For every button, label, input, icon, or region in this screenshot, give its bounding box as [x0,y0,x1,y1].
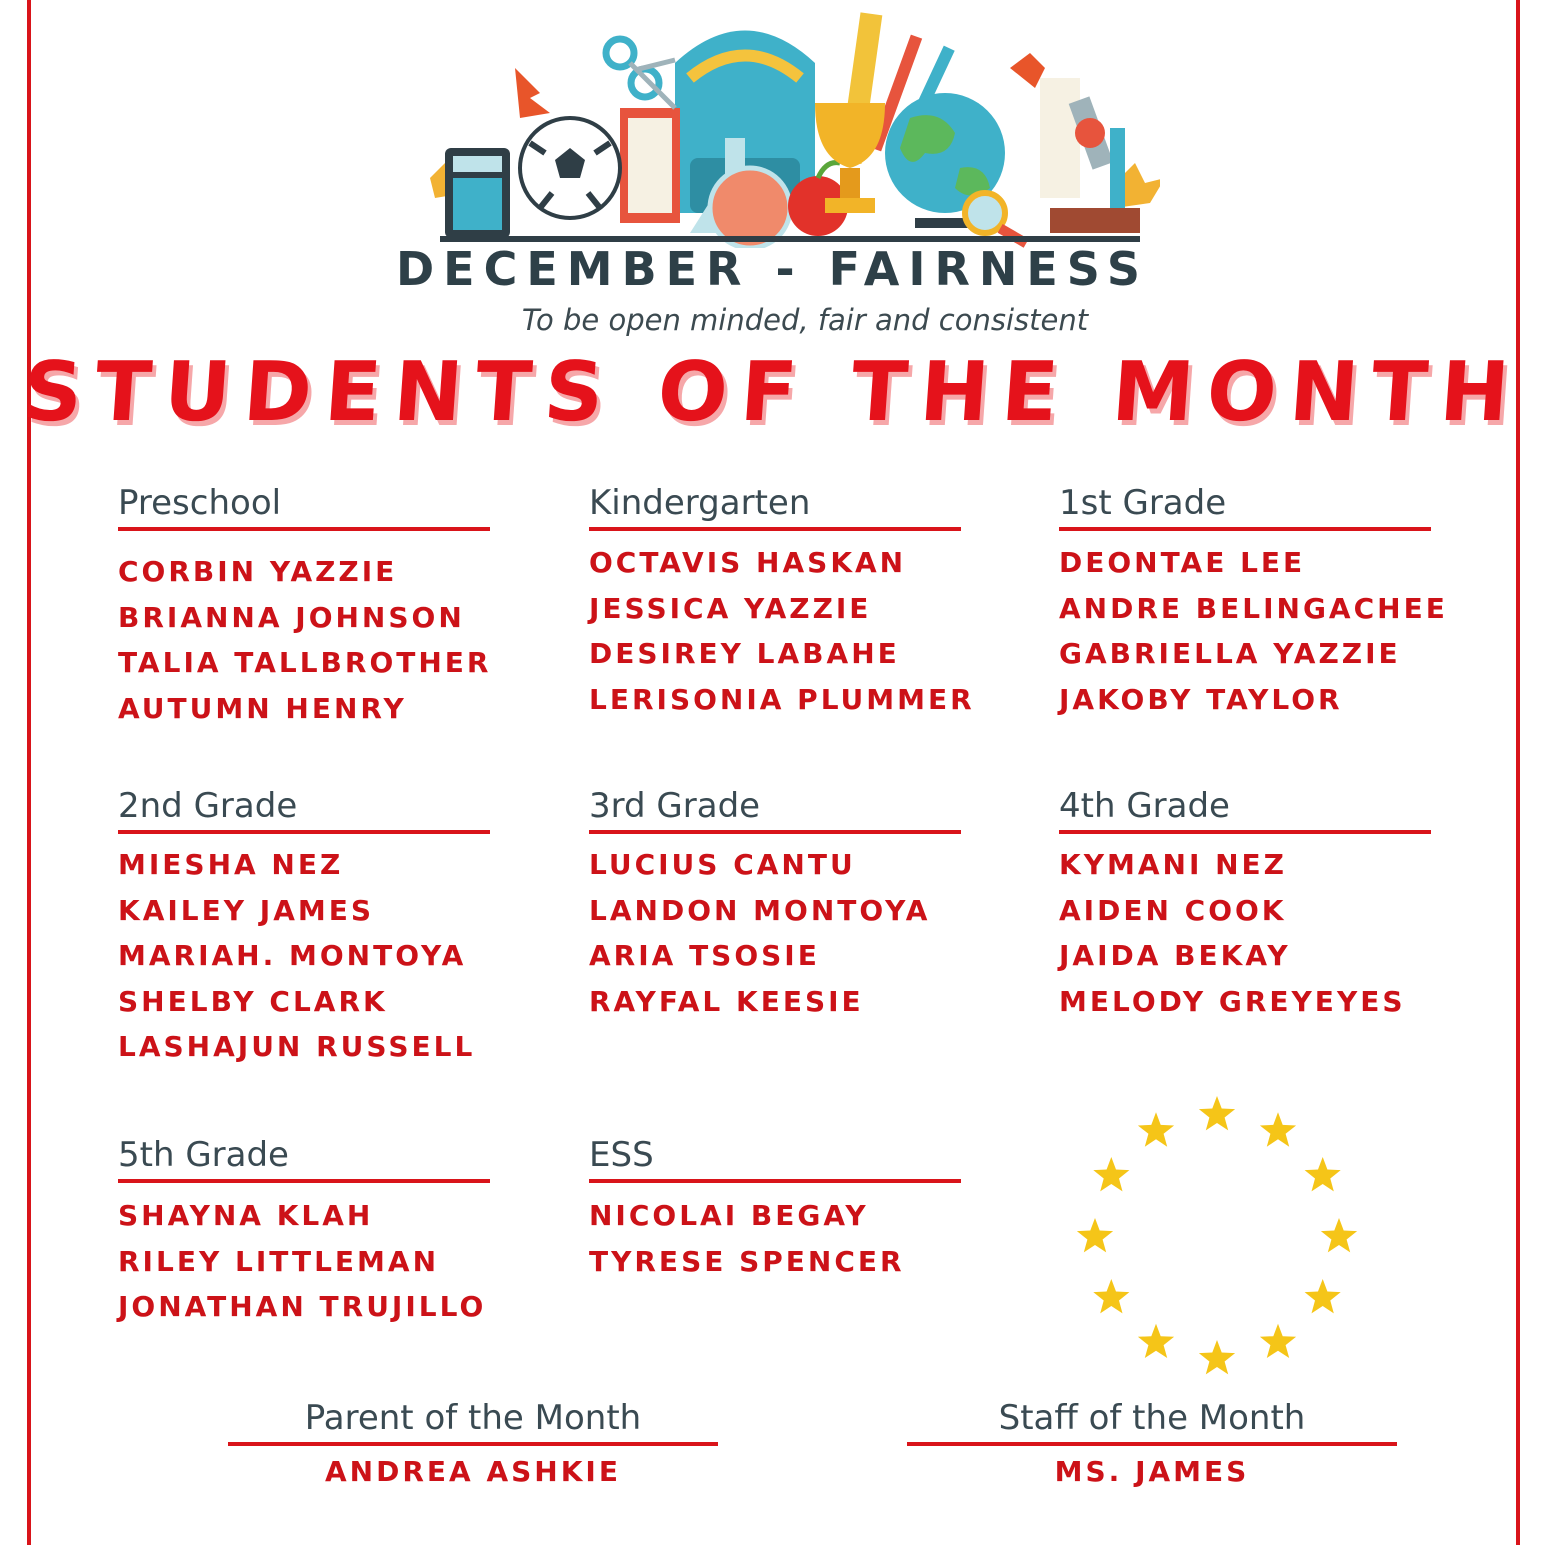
star-icon [1138,1324,1174,1358]
student-name: RILEY LITTLEMAN [118,1244,440,1278]
student-list [589,540,975,722]
section-4th-grade [1059,786,1431,1024]
parent-of-month-title: Parent of the Month [228,1398,718,1446]
staff-of-month-title: Staff of the Month [907,1398,1397,1446]
star-icon [1260,1112,1296,1146]
school-supplies-banner [420,8,1160,248]
section-ess [589,1135,961,1284]
star-icon [1199,1340,1235,1374]
star-icon [1093,1279,1129,1313]
student-list [589,842,961,1024]
star-icon [1199,1096,1235,1130]
student-list [1059,842,1431,1024]
student-list [118,1193,490,1330]
section-5th-grade [118,1135,490,1330]
student-name: OCTAVIS HASKAN [589,546,907,579]
star-icon [1321,1218,1357,1252]
student-name: KYMANI NEZ [1059,848,1287,881]
student-name: JAIDA BEKAY [1059,939,1291,972]
student-name: GABRIELLA YAZZIE [1059,637,1401,670]
student-name: TALIA TALLBROTHER [118,646,492,679]
page-headline: STUDENTS OF THE MONTH [19,345,1526,440]
star-icon [1077,1218,1113,1252]
student-name: TYRESE SPENCER [589,1244,905,1278]
parent-of-month-name: ANDREA ASHKIE [325,1455,621,1488]
student-name: ANDRE BELINGACHEE [1059,591,1448,625]
calculator-icon [445,148,510,238]
section-title: 3rd Grade [589,786,961,834]
student-name: MIESHA NEZ [118,848,344,881]
student-name: LUCIUS CANTU [589,848,856,881]
theme-motto: To be open minded, fair and consistent [521,303,1089,337]
student-list [118,549,490,731]
section-title: 5th Grade [118,1135,490,1183]
scissors-icon [606,39,675,108]
star-icon [1260,1324,1296,1358]
student-name: DEONTAE LEE [1059,546,1306,579]
section-preschool [118,483,490,731]
section-2nd-grade [118,786,490,1070]
star-icon [1138,1112,1174,1146]
section-title: Kindergarten [589,483,961,531]
student-list [118,842,490,1070]
student-name: JONATHAN TRUJILLO [118,1290,487,1323]
student-name: KAILEY JAMES [118,893,375,927]
student-name: NICOLAI BEGAY [589,1199,869,1232]
student-name: AUTUMN HENRY [118,691,407,725]
student-list [1059,540,1448,722]
parent-of-month-section [228,1398,718,1490]
student-name: MELODY GREYEYES [1059,984,1406,1018]
star-icon [1305,1279,1341,1313]
book-icon [620,108,680,223]
star-icon [1305,1157,1341,1191]
student-list [589,1193,961,1284]
student-name: CORBIN YAZZIE [118,555,398,588]
student-name: JESSICA YAZZIE [589,591,872,625]
section-kindergarten [589,483,975,722]
section-title: 1st Grade [1059,483,1431,531]
section-1st-grade [1059,483,1448,722]
student-name: ARIA TSOSIE [589,939,820,972]
section-title: 2nd Grade [118,786,490,834]
student-name: LASHAJUN RUSSELL [118,1030,476,1063]
section-title: ESS [589,1135,961,1183]
student-name: JAKOBY TAYLOR [1059,682,1343,716]
month-theme-title: DECEMBER - FAIRNESS [396,242,1149,296]
student-name: SHELBY CLARK [118,984,388,1018]
staff-of-month-section [907,1398,1397,1490]
left-border-line [27,0,31,1545]
section-title: 4th Grade [1059,786,1431,834]
staff-of-month-name: MS. JAMES [1054,1455,1250,1488]
student-name: AIDEN COOK [1059,893,1287,927]
student-name: BRIANNA JOHNSON [118,600,465,634]
soccer-ball-icon [520,118,620,218]
microscope-icon [1040,78,1140,233]
student-name: LANDON MONTOYA [589,893,931,927]
section-3rd-grade [589,786,961,1024]
student-name: DESIREY LABAHE [589,637,900,670]
student-name: LERISONIA PLUMMER [589,682,975,716]
star-ring-icon [1065,1085,1375,1385]
student-name: SHAYNA KLAH [118,1199,374,1232]
student-name: MARIAH. MONTOYA [118,939,467,972]
student-name: RAYFAL KEESIE [589,984,864,1018]
star-icon [1093,1157,1129,1191]
right-border-line [1516,0,1520,1545]
section-title: Preschool [118,483,490,531]
